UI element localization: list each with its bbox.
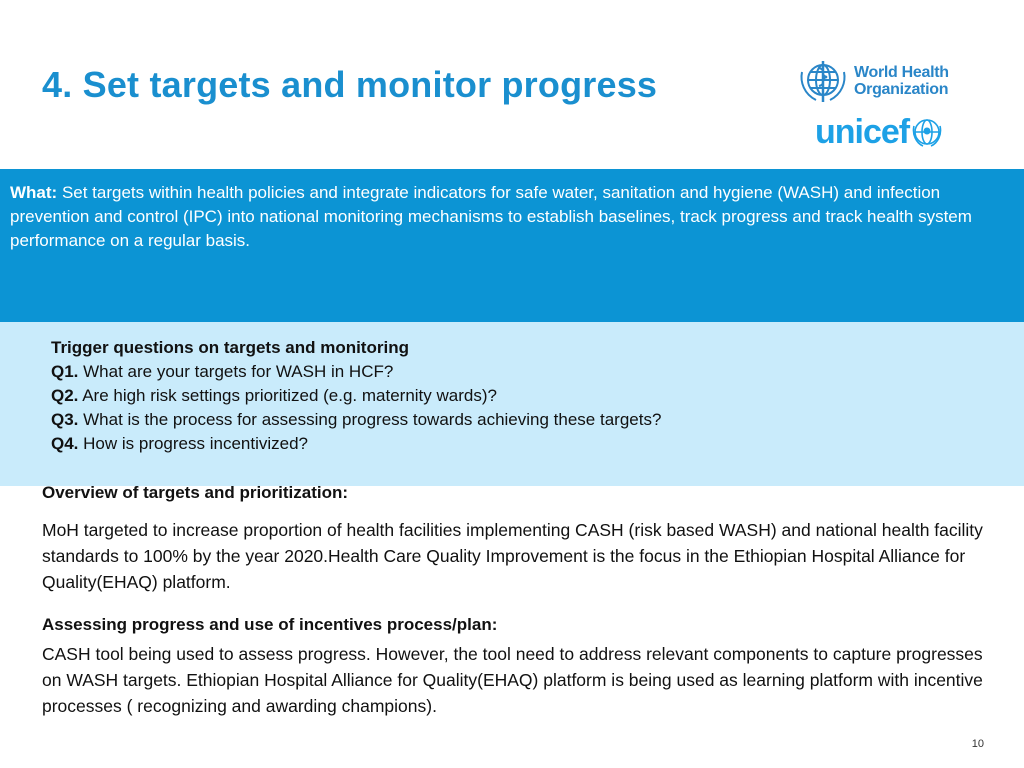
who-emblem-icon bbox=[798, 58, 848, 104]
who-logo bbox=[798, 58, 950, 104]
what-paragraph bbox=[10, 181, 994, 253]
unicef-emblem-icon bbox=[911, 116, 943, 148]
question-q1 bbox=[51, 360, 661, 384]
question-text: How is progress incentivized? bbox=[78, 434, 309, 453]
who-name-line1: World Health bbox=[854, 64, 949, 81]
assessing-paragraph: CASH tool being used to assess progress. However, the tool need to address relevant components to capture progresses on WASH targets. Ethiopian Hospital Alliance for Quality(EHAQ) platform is being used as learning platform with incentive processes ( recognizing and awarding champions). bbox=[42, 644, 983, 716]
page-number: 10 bbox=[971, 738, 984, 750]
question-label: Q2. bbox=[51, 386, 79, 405]
question-label: Q4. bbox=[51, 434, 79, 453]
question-q3 bbox=[51, 408, 661, 432]
question-label: Q1. bbox=[51, 362, 79, 381]
question-label: Q3. bbox=[51, 410, 79, 429]
assessing-heading: Assessing progress and use of incentives process/plan: bbox=[42, 615, 498, 634]
trigger-heading: Trigger questions on targets and monitoring bbox=[51, 338, 409, 357]
trigger-questions-section bbox=[0, 322, 1024, 486]
question-text: Are high risk settings prioritized (e.g. maternity wards)? bbox=[78, 386, 497, 405]
question-q2 bbox=[51, 384, 661, 408]
question-text: What are your targets for WASH in HCF? bbox=[78, 362, 394, 381]
unicef-logo bbox=[815, 114, 943, 150]
question-q4 bbox=[51, 432, 661, 456]
what-section bbox=[0, 169, 1024, 322]
trigger-questions-list bbox=[51, 336, 661, 456]
unicef-wordmark: unicef bbox=[815, 113, 910, 151]
page-title: 4. Set targets and monitor progress bbox=[42, 64, 658, 105]
who-name-line2: Organization bbox=[854, 81, 949, 98]
overview-paragraph: MoH targeted to increase proportion of health facilities implementing CASH (risk based WASH) and national health facility standards to 100% by the year 2020.Health Care Quality Improvement is the focus in the Ethiopian Hospital Alliance for Quality(EHAQ) platform. bbox=[42, 520, 983, 592]
what-text: Set targets within health policies and integrate indicators for safe water, sanitation and hygiene (WASH) and infection prevention and control (IPC) into national monitoring mechanisms to establish baselines, track progress and track health system performance on a regular basis. bbox=[10, 183, 972, 250]
question-text: What is the process for assessing progress towards achieving these targets? bbox=[78, 410, 662, 429]
overview-heading: Overview of targets and prioritization: bbox=[42, 483, 349, 502]
what-label: What: bbox=[10, 183, 58, 202]
